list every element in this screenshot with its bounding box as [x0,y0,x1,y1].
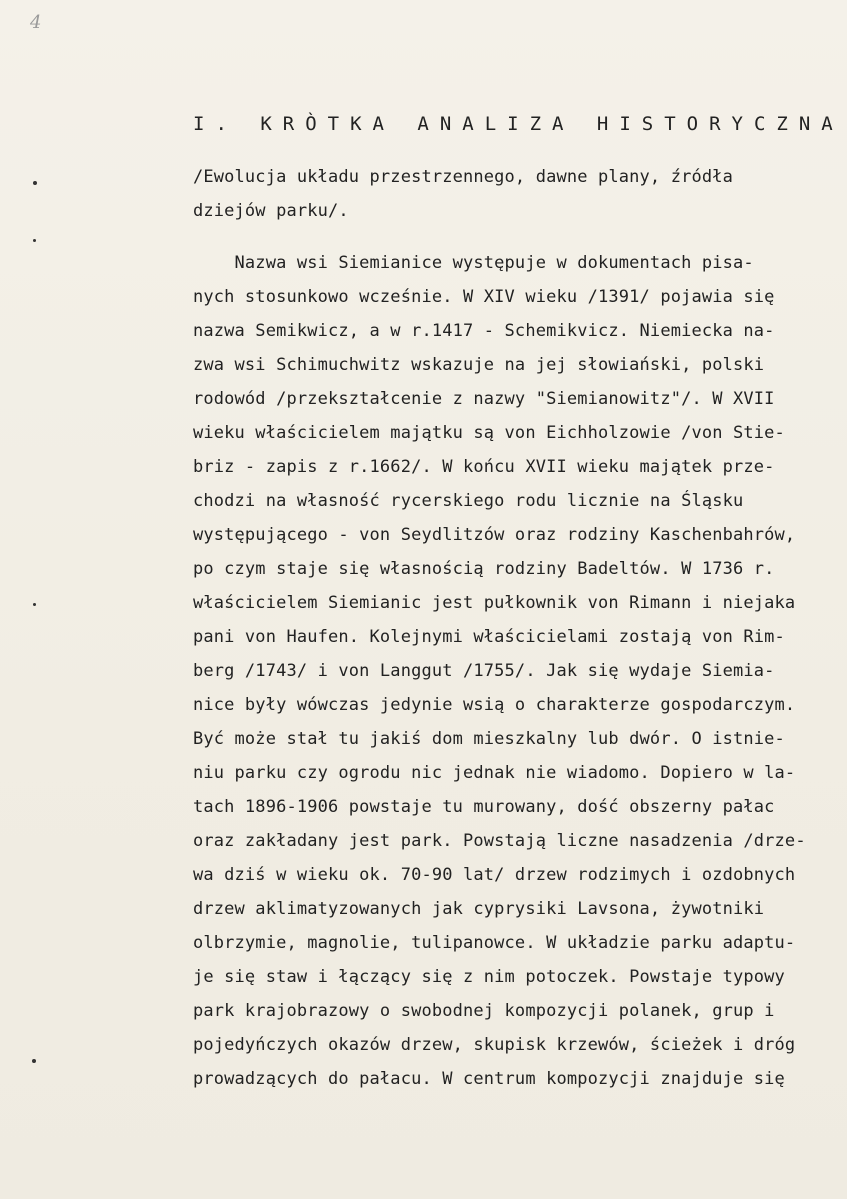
body-line: po czym staje się własnością rodziny Badeltów. W 1736 r. [193,559,775,579]
body-line: prowadzących do pałacu. W centrum kompozycji znajduje się [193,1069,785,1089]
subtitle-line: /Ewolucja układu przestrzennego, dawne plany, źródła [193,167,734,187]
section-subtitle [193,160,793,228]
body-line: występującego - von Seydlitzów oraz rodziny Kaschenbahrów, [193,525,796,545]
body-line: rodowód /przekształcenie z nazwy "Siemianowitz"/. W XVII [193,389,775,409]
body-line: niu parku czy ogrodu nic jednak nie wiadomo. Dopiero w la- [193,763,796,783]
body-line: zwa wsi Schimuchwitz wskazuje na jej słowiański, polski [193,355,765,375]
margin-dot [32,1059,36,1063]
body-line: pojedyńczych okazów drzew, skupisk krzewów, ścieżek i dróg [193,1035,796,1055]
body-line: drzew aklimatyzowanych jak cyprysiki Lavsona, żywotniki [193,899,765,919]
body-line: nice były wówczas jedynie wsią o charakterze gospodarczym. [193,695,796,715]
page-number-mark: 4 [30,12,42,33]
body-line: berg /1743/ i von Langgut /1755/. Jak się wydaje Siemia- [193,661,775,681]
section-heading: I. KRÒTKA ANALIZA HISTORYCZNA [193,113,844,135]
body-line: wieku właścicielem majątku są von Eichholzowie /von Stie- [193,423,785,443]
body-line: chodzi na własność rycerskiego rodu licznie na Śląsku [193,491,744,511]
body-line: Być może stał tu jakiś dom mieszkalny lub dwór. O istnie- [193,729,785,749]
body-line: właścicielem Siemianic jest pułkownik von Rimann i niejaka [193,593,796,613]
body-paragraph [193,246,808,1096]
body-line: olbrzymie, magnolie, tulipanowce. W układzie parku adaptu- [193,933,796,953]
body-line: oraz zakładany jest park. Powstają liczne nasadzenia /drze- [193,831,806,851]
body-line: je się staw i łączący się z nim potoczek. Powstaje typowy [193,967,785,987]
body-line: park krajobrazowy o swobodnej kompozycji polanek, grup i [193,1001,775,1021]
body-line: wa dziś w wieku ok. 70-90 lat/ drzew rodzimych i ozdobnych [193,865,796,885]
body-line: tach 1896-1906 powstaje tu murowany, dość obszerny pałac [193,797,775,817]
margin-dot [33,239,36,242]
subtitle-line: dziejów parku/. [193,201,349,221]
body-line: nazwa Semikwicz, a w r.1417 - Schemikvicz. Niemiecka na- [193,321,775,341]
body-line: briz - zapis z r.1662/. W końcu XVII wieku majątek prze- [193,457,775,477]
margin-dot [33,181,37,185]
body-line: nych stosunkowo wcześnie. W XIV wieku /1391/ pojawia się [193,287,775,307]
body-line: pani von Haufen. Kolejnymi właścicielami zostają von Rim- [193,627,785,647]
body-line: Nazwa wsi Siemianice występuje w dokumentach pisa- [193,253,754,273]
margin-dot [33,603,36,606]
